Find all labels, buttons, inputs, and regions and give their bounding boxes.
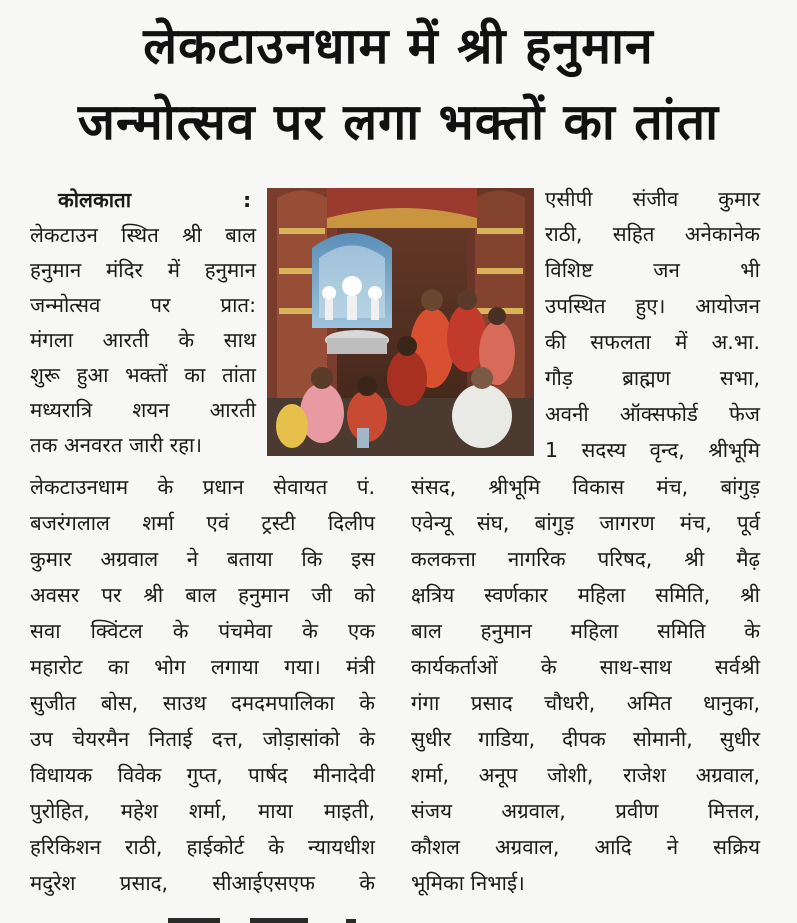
right-column-line: विशिष्ट जन भी (545, 258, 760, 282)
right-column-line: राठी, सहित अनेकानेक (545, 222, 760, 246)
right-column-line: भूमिका निभाई। (411, 871, 525, 895)
left-column-line: सवा क्विंटल के पंचमेवा के एक (30, 619, 375, 643)
dateline: कोलकाता (58, 188, 132, 212)
right-column-line: गंगा प्रसाद चौधरी, अमित धानुका, (411, 691, 760, 715)
right-column-line: कार्यकर्ताओं के साथ-साथ सर्वश्री (411, 655, 760, 679)
left-column-line: मदुरेश प्रसाद, सीआईएसएफ के (30, 871, 375, 895)
temple-photo (267, 188, 534, 456)
right-column-line: सुधीर गाडिया, दीपक सोमानी, सुधीर (411, 727, 760, 751)
left-column-line: पुरोहित, महेश शर्मा, माया माइती, (30, 799, 375, 823)
left-column-line: बजरंगलाल शर्मा एवं ट्रस्टी दिलीप (30, 511, 375, 535)
left-column-line: तक अनवरत जारी रहा। (30, 433, 203, 457)
left-column-line: लेकटाउनधाम के प्रधान सेवायत पं. (30, 475, 375, 499)
headline-line-1: लेकटाउनधाम में श्री हनुमान (143, 17, 654, 75)
right-column-line: उपस्थित हुए। आयोजन (545, 294, 760, 318)
right-column-line: एसीपी संजीव कुमार (545, 187, 760, 211)
left-column-line: हरिकिशन राठी, हाईकोर्ट के न्यायधीश (30, 835, 375, 859)
left-column-line: अवसर पर श्री बाल हनुमान जी को (30, 583, 375, 607)
right-column-line: शर्मा, अनूप जोशी, राजेश अग्रवाल, (411, 763, 760, 787)
cropped-next-line (150, 912, 390, 923)
headline-line-2: जन्मोत्सव पर लगा भक्तों का तांता (77, 93, 720, 151)
right-column-line: की सफलता में अ.भा. (545, 330, 760, 354)
left-column-line: जन्मोत्सव पर प्रात: (30, 293, 256, 317)
left-column-line: शुरू हुआ भक्तों का तांता (30, 363, 256, 387)
right-column-line: क्षत्रिय स्वर्णकार महिला समिति, श्री (411, 583, 760, 607)
left-column-line: विधायक विवेक गुप्त, पार्षद मीनादेवी (30, 763, 375, 787)
left-column-line: उप चेयरमैन निताई दत्त, जोड़ासांको के (30, 727, 375, 751)
left-column-line: कुमार अग्रवाल ने बताया कि इस (30, 547, 375, 571)
right-column-line: एवेन्यू संघ, बांगुड़ जागरण मंच, पूर्व (411, 511, 760, 535)
right-column-line: अवनी ऑक्सफोर्ड फेज (545, 402, 760, 426)
right-column-line: बाल हनुमान महिला समिति के (411, 619, 760, 643)
left-column-line: सुजीत बोस, साउथ दमदमपालिका के (30, 691, 375, 715)
right-column-line: कलकत्ता नागरिक परिषद, श्री मैढ़ (411, 547, 760, 571)
left-column-line: महारोट का भोग लगाया गया। मंत्री (30, 655, 375, 679)
right-column-line: संसद, श्रीभूमि विकास मंच, बांगुड़ (411, 475, 760, 499)
right-column-line: 1 सदस्य वृन्द, श्रीभूमि (545, 438, 760, 462)
right-column-line: गौड़ ब्राह्मण सभा, (545, 366, 760, 390)
left-column-line: हनुमान मंदिर में हनुमान (30, 258, 256, 282)
left-column-line: मंगला आरती के साथ (30, 328, 256, 352)
left-column-line: मध्यरात्रि शयन आरती (30, 398, 256, 422)
right-column-line: कौशल अग्रवाल, आदि ने सक्रिय (411, 835, 760, 859)
dateline-colon: : (243, 188, 252, 212)
headline (0, 8, 797, 160)
right-column-line: संजय अग्रवाल, प्रवीण मित्तल, (411, 799, 760, 823)
left-column-line: लेकटाउन स्थित श्री बाल (30, 223, 256, 247)
